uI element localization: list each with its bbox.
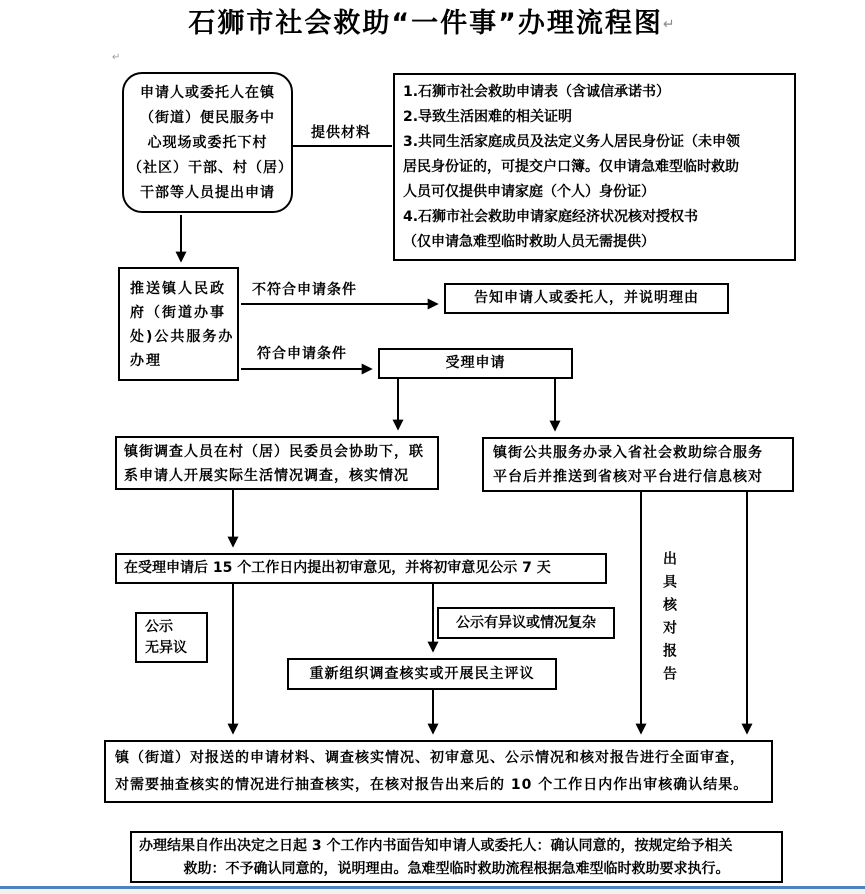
box-text-line: （仅申请急难型临时救助人员无需提供） (403, 234, 655, 250)
box-text-line: 对需要抽查核实的情况进行抽查核实，在核对报告出来后的 10 个工作日内作出审核确认结果。 (115, 777, 749, 793)
push-box (118, 267, 239, 381)
paragraph-mark-icon: ↵ (662, 16, 677, 33)
box-text-line: 公示 (145, 619, 173, 635)
page-title-text: 石狮市社会救助“一件事”办理流程图 (188, 8, 663, 39)
box-text: 重新组织调查核实或开展民主评议 (309, 666, 535, 682)
box-text-line: 府（街道办事 (130, 305, 226, 321)
notify-box (444, 283, 729, 314)
paragraph-mark-icon: ↵ (112, 52, 121, 63)
box-text-line: 办理结果自作出决定之日起 3 个工作内书面告知申请人或委托人：确认同意的，按规定给予相关 (139, 838, 733, 854)
result-box (130, 831, 783, 883)
box-text-line: 4.石狮市社会救助申请家庭经济状况核对授权书 (403, 209, 699, 225)
box-text-line: 处)公共服务办 (130, 329, 235, 345)
box-text: 在受理申请后 15 个工作日内提出初审意见，并将初审意见公示 7 天 (124, 560, 551, 576)
box-text-line: 镇（街道）对报送的申请材料、调查核实情况、初审意见、公示情况和核对报告进行全面审查， (115, 750, 745, 766)
box-text-line: 3.共同生活家庭成员及法定义务人居民身份证（未申领 (403, 134, 741, 150)
provide-materials-label: 提供材料 (311, 125, 371, 141)
box-text-line: 镇街调查人员在村（居）民委员会协助下，联 (124, 444, 424, 460)
box-text-line: 推送镇人民政 (130, 281, 226, 297)
no-objection-box (135, 612, 208, 663)
eligible-label: 符合申请条件 (257, 346, 347, 362)
objection-box (437, 607, 615, 639)
box-text-line: 救助：不予确认同意的，说明理由。急难型临时救助流程根据急难型临时救助要求执行。 (183, 861, 730, 877)
box-text-line: （街道）便民服务中 (140, 110, 275, 126)
box-text-line: 2.导致生活困难的相关证明 (403, 109, 573, 125)
box-text: 公示有异议或情况复杂 (456, 615, 596, 631)
recheck-box (287, 658, 557, 690)
apply-box (122, 72, 293, 213)
box-text: 告知申请人或委托人，并说明理由 (474, 290, 699, 306)
box-text-line: （社区）干部、村（居） (128, 160, 293, 176)
page-title (0, 1, 865, 40)
box-text-line: 镇街公共服务办录入省社会救助综合服务 (493, 445, 763, 461)
not-eligible-label: 不符合申请条件 (252, 282, 357, 298)
box-text-line: 干部等人员提出申请 (140, 185, 275, 201)
box-text-line: 1.石狮市社会救助申请表（含诚信承诺书） (403, 84, 671, 100)
issue-report-vertical-label: 出具核对报告 (661, 551, 677, 689)
initial-review-box (115, 553, 607, 584)
survey-box (115, 436, 439, 490)
box-text-line: 申请人或委托人在镇 (140, 85, 275, 101)
box-text-line: 无异议 (145, 640, 187, 656)
box-text-line: 办理 (130, 353, 162, 369)
box-text: 受理申请 (445, 355, 506, 371)
accept-box (378, 348, 573, 379)
box-text-line: 心现场或委托下村 (147, 135, 268, 151)
materials-box (393, 73, 796, 261)
box-text-line: 系申请人开展实际生活情况调查，核实情况 (124, 468, 409, 484)
platform-box (482, 437, 794, 492)
full-review-box (104, 740, 773, 803)
box-text-line: 人员可仅提供申请家庭（个人）身份证） (403, 184, 655, 200)
box-text-line: 平台后并推送到省核对平台进行信息核对 (493, 469, 763, 485)
box-text-line: 居民身份证的，可提交户口簿。仅申请急难型临时救助 (403, 159, 739, 175)
document-bottom-margin (0, 889, 865, 894)
